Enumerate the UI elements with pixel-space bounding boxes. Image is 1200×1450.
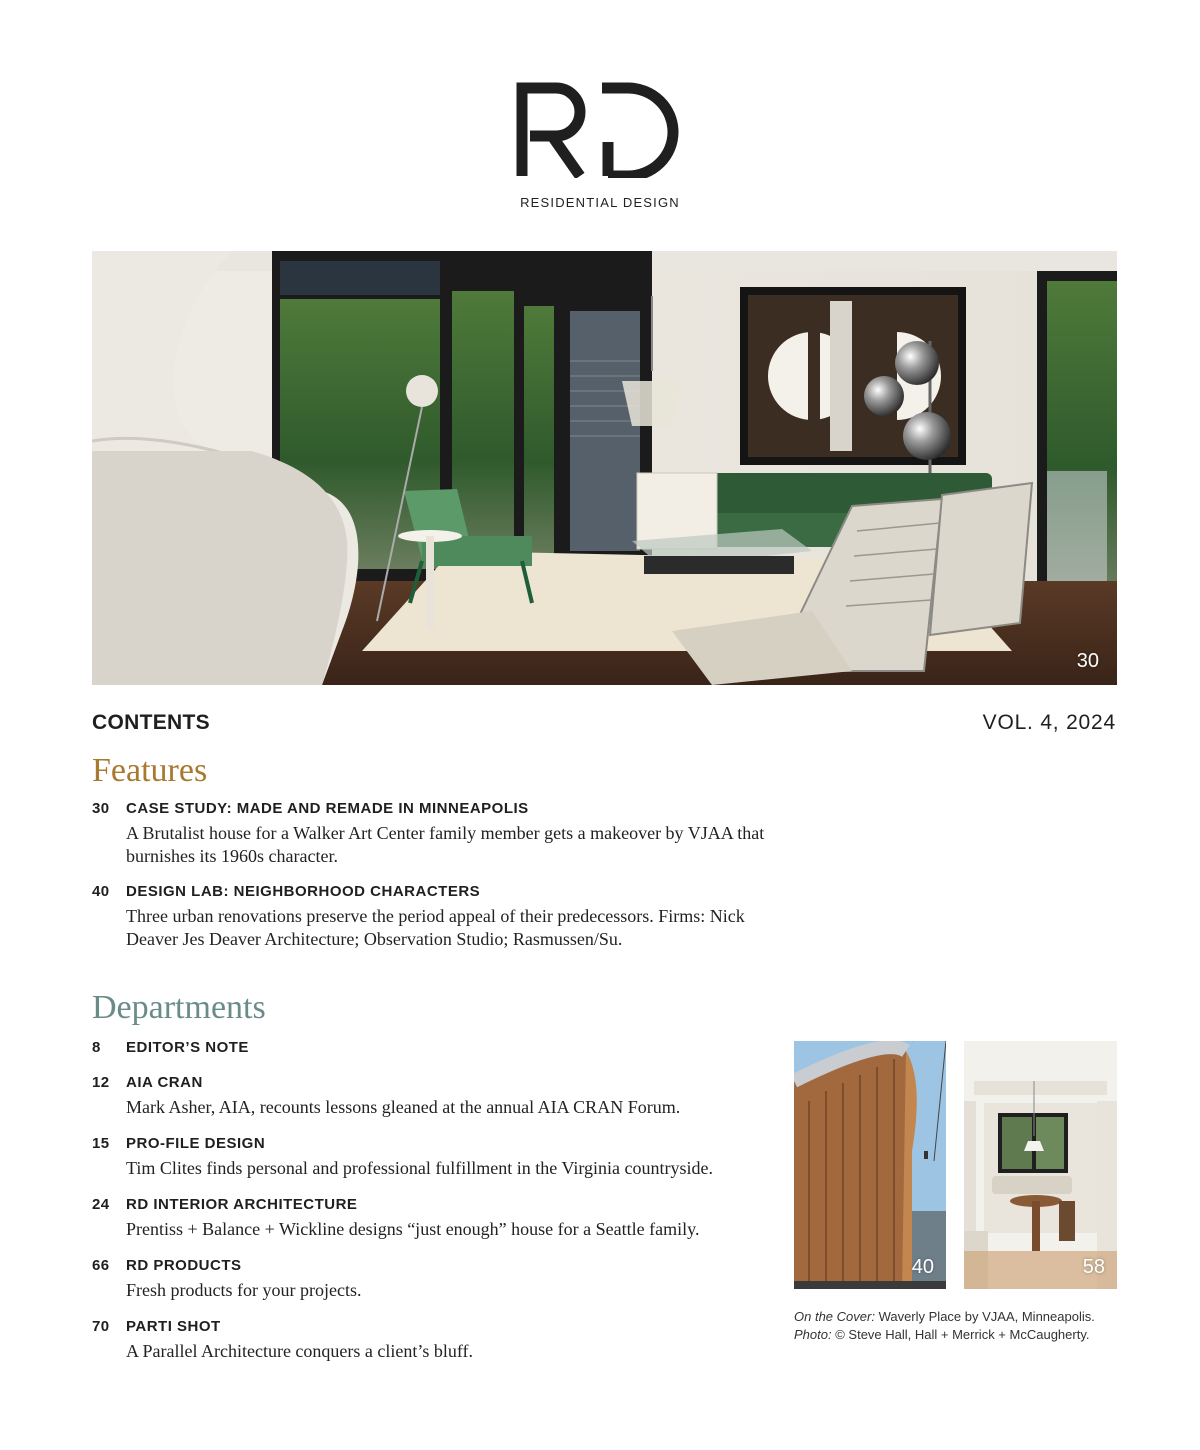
- entry-description: A Parallel Architecture conquers a client’s bluff.: [126, 1341, 474, 1361]
- cover-caption-lead: On the Cover:: [794, 1309, 875, 1324]
- photo-credit-line: [794, 1326, 1124, 1344]
- entry-description: Three urban renovations preserve the period appeal of their predecessors. Firms: Nick Deaver Jes Deaver Architecture; Observation Studio; Rasmussen/Su.: [126, 906, 745, 949]
- entry-description: Mark Asher, AIA, recounts lessons gleaned at the annual AIA CRAN Forum.: [126, 1097, 681, 1117]
- entry-description: Fresh products for your projects.: [126, 1280, 362, 1300]
- cover-caption-text: Waverly Place by VJAA, Minneapolis.: [878, 1309, 1095, 1324]
- entry-page-number: 66: [92, 1257, 110, 1274]
- contents-label: CONTENTS: [92, 711, 210, 734]
- barn-photo: [794, 1041, 946, 1289]
- cover-caption-line: [794, 1308, 1124, 1326]
- entry-heading: RD INTERIOR ARCHITECTURE: [126, 1196, 358, 1213]
- entry-page-number: 70: [92, 1318, 110, 1335]
- entry-page-number: 15: [92, 1135, 110, 1152]
- entry-heading: DESIGN LAB: NEIGHBORHOOD CHARACTERS: [126, 883, 481, 900]
- cover-caption: [794, 1308, 1124, 1344]
- entry-page-number: 30: [92, 800, 110, 817]
- kitchen-page-number: 58: [1082, 1256, 1105, 1278]
- barn-page-number: 40: [911, 1256, 934, 1278]
- entry-heading: RD PRODUCTS: [126, 1257, 242, 1274]
- hero-photo: [92, 251, 1117, 685]
- entry-page-number: 12: [92, 1074, 110, 1091]
- masthead-subtitle: RESIDENTIAL DESIGN: [520, 195, 680, 210]
- entry-page-number: 40: [92, 883, 110, 900]
- entry-description: A Brutalist house for a Walker Art Center family member gets a makeover by VJAA that burnishes its 1960s character.: [126, 823, 765, 866]
- entry-description: Prentiss + Balance + Wickline designs “just enough” house for a Seattle family.: [126, 1219, 700, 1239]
- entry-page-number: 8: [92, 1039, 101, 1056]
- departments-title: Departments: [92, 989, 266, 1026]
- kitchen-photo: [964, 1041, 1117, 1289]
- photo-credit-lead: Photo:: [794, 1327, 832, 1342]
- entry-heading: PRO-FILE DESIGN: [126, 1135, 266, 1152]
- entry-description: Tim Clites finds personal and professional fulfillment in the Virginia countryside.: [126, 1158, 714, 1178]
- entry-heading: PARTI SHOT: [126, 1318, 221, 1335]
- rd-logo: [516, 82, 684, 178]
- entry-heading: CASE STUDY: MADE AND REMADE IN MINNEAPOLIS: [126, 800, 529, 817]
- hero-page-number: 30: [1076, 650, 1099, 672]
- entry-heading: EDITOR’S NOTE: [126, 1039, 249, 1056]
- volume-label: VOL. 4, 2024: [982, 711, 1116, 734]
- entry-heading: AIA CRAN: [126, 1074, 203, 1091]
- photo-credit-text: © Steve Hall, Hall + Merrick + McCaugherty.: [835, 1327, 1090, 1342]
- entry-page-number: 24: [92, 1196, 110, 1213]
- features-title: Features: [92, 752, 208, 789]
